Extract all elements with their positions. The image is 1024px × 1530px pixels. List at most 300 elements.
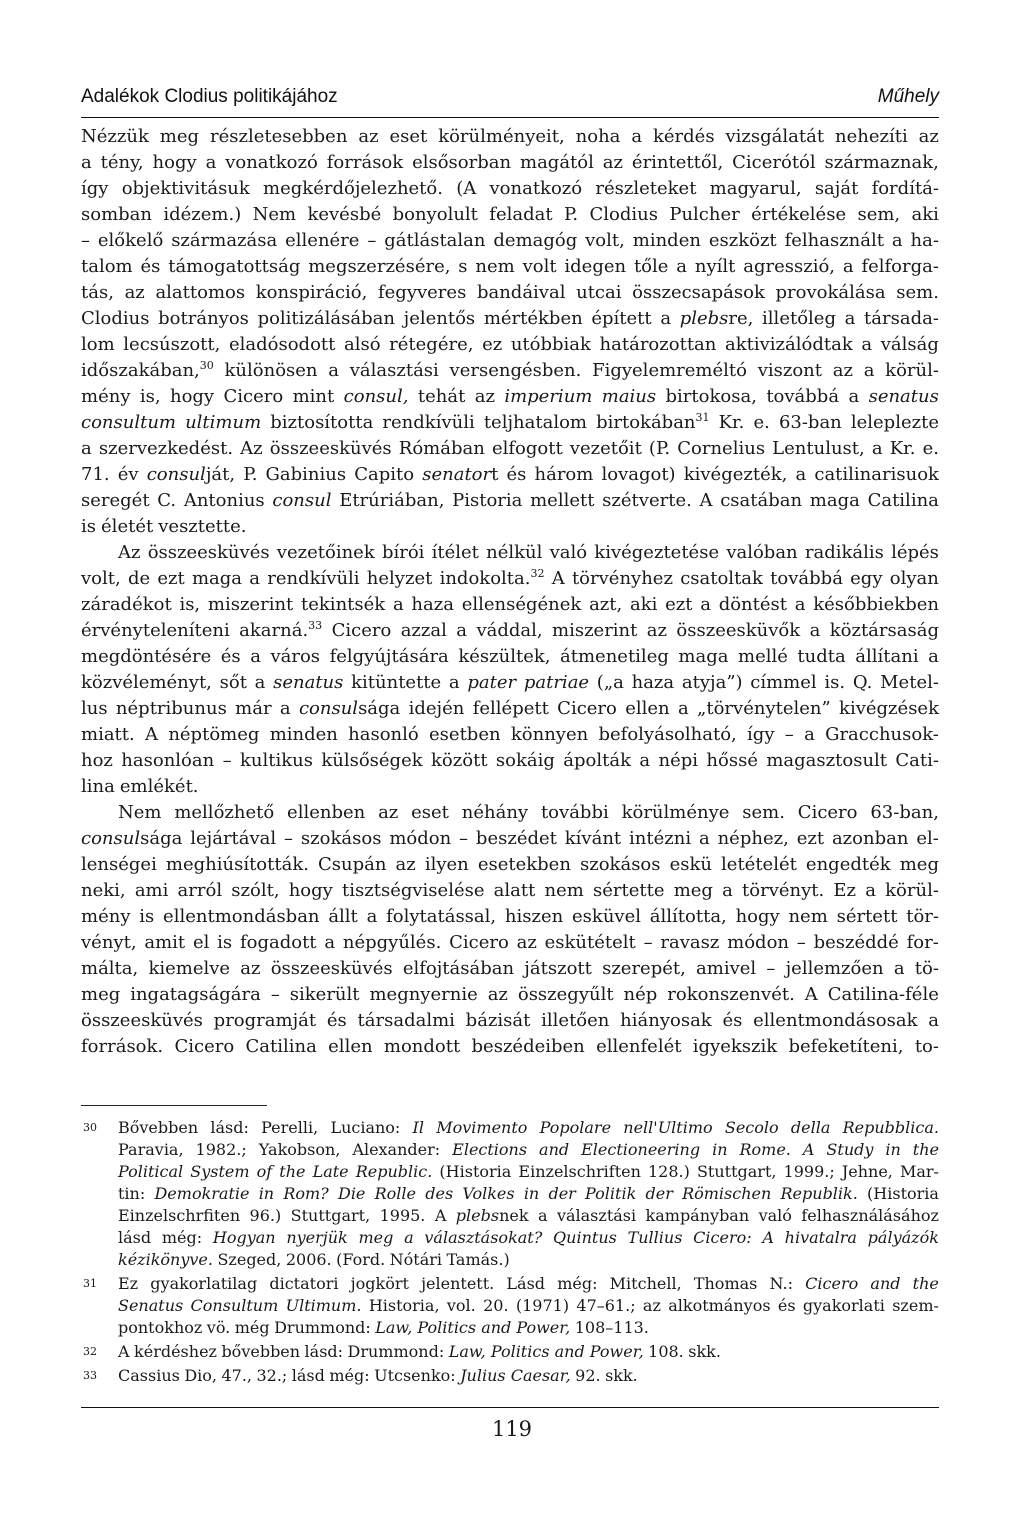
word: Kr. [889,438,916,459]
word-group [81,358,214,384]
word: Figyelemreméltó [592,360,747,381]
text-line [81,618,939,644]
word: – [643,932,653,953]
word: 20. [483,1296,509,1315]
word: továbbá [766,386,840,407]
word: nek [499,1206,529,1225]
footnote-ref[interactable]: 32 [530,567,545,580]
word: szétverte. [602,490,692,511]
word: meghiúsították. [165,854,309,875]
word: eladósodott [228,334,336,355]
word: bonyolult [392,204,478,225]
footnote-number: 32 [83,1345,97,1358]
word: társadalmi [357,1010,455,1031]
text-line [81,306,939,332]
word: alatt [493,880,536,901]
word: már [235,698,272,719]
word: the [912,1140,939,1159]
word: döntést [718,594,787,615]
word: fellépett [472,698,549,719]
word: Az [240,438,263,459]
word: C. [157,490,177,511]
text-line [81,1034,939,1060]
word: helyzet [366,568,433,589]
word: megnyernie [369,984,478,1005]
word: érvényteleníteni [81,620,230,641]
footnote-31 [81,1273,939,1339]
word: még: [329,1366,370,1385]
word: szerepét, [602,958,686,979]
word: tény, [100,152,144,173]
word: ápolták [563,750,632,771]
word: a [279,698,291,719]
text-line [81,176,939,202]
word: Utcsenko: [374,1366,456,1385]
word: vizsgálatát [725,126,825,147]
title: Julius Caesar, [460,1366,571,1385]
word: Cicerótól [732,152,816,173]
word: a [660,308,672,329]
footnote-rule [81,1105,267,1106]
word: el- [916,828,939,849]
word: programját [213,1010,317,1031]
word: az [378,802,399,823]
word: felgyújtására [329,646,449,667]
word: Republik. [780,1184,858,1203]
word: alsó [343,334,381,355]
word: Cicero [449,932,509,953]
word: (Historia [439,1162,512,1181]
word: valóban [726,542,798,563]
word: összeesküvés [270,958,393,979]
word: lovagot) [601,464,676,485]
footnote-number: 33 [83,1369,97,1382]
word: der [548,1184,576,1203]
word: ha- [910,230,939,251]
word: ezt [665,594,693,615]
word: így [81,178,109,199]
word: Hogyan [212,1228,276,1247]
word: elfojtásában [402,958,515,979]
word: Il [412,1118,424,1137]
word: a [809,620,821,641]
latin-term: imperium [504,386,593,407]
body-text [81,124,939,1060]
page-number: 119 [491,1417,533,1441]
word: értékelése [751,204,847,225]
title: Law, Politics and Power, [448,1342,644,1361]
text-line [81,774,939,800]
word: bandáival [476,282,566,303]
word: versengésben. [449,360,582,381]
word: Study [826,1140,874,1159]
text-line [81,436,939,462]
word: a [891,230,903,251]
word: az [395,854,416,875]
word: Politik [585,1184,637,1203]
word: záradékot [81,594,172,615]
word: magától [520,152,594,173]
word: ellenére [285,230,360,251]
word: a [631,126,643,147]
word: válság [880,334,939,355]
word: amit [144,932,186,953]
word: e. [753,412,770,433]
latin-term: senator [422,464,492,485]
footnote-line [118,1273,939,1295]
word-group [422,462,498,488]
word: részletesebben [209,126,348,147]
word: könnyen [510,724,589,745]
word: fegyveres [377,282,467,303]
word: származnak, [824,152,939,173]
word: törvényhez [571,568,673,589]
word: Thomas [693,1274,758,1293]
word: elsősorban [412,152,512,173]
footnote-line [118,1161,939,1183]
word: az [832,360,853,381]
word: Ez [118,1274,139,1293]
word: nehezíti [835,126,908,147]
word: „törvénytelen” [697,698,831,719]
word: a [795,464,807,485]
word: volt, [585,230,625,251]
footnote-line [118,1205,939,1227]
word: engedték [805,854,891,875]
word: a [700,594,711,615]
text-line [81,150,939,176]
word: Cicero [174,1036,235,1057]
word: szólt, [231,880,280,901]
word: Dio, [184,1366,217,1385]
word: hőssé [706,750,758,771]
word: de [127,568,151,589]
word: népgyűlés. [342,932,442,953]
word: neki, [81,880,126,901]
word: for- [906,932,939,953]
word: való [758,1206,792,1225]
word: vezetőit [569,438,642,459]
word: között [431,750,488,771]
word: nell'Ultimo [623,1118,713,1137]
word: Az [118,542,141,563]
word: sokáig [495,750,555,771]
word: Cicero [557,698,617,719]
word: és [506,464,527,485]
latin-term: pater [467,672,517,693]
word: így [747,724,775,745]
word: összeesküvők [676,620,801,641]
word: felhasználásához [801,1206,939,1225]
word: a [328,360,339,381]
word: pályázók [867,1228,939,1247]
word: esküvel [572,906,641,927]
word: botrányos [158,308,249,329]
text-line [81,878,939,904]
word: nyerjük [286,1228,348,1247]
word: is [217,932,233,953]
word: összegyűlt [517,984,614,1005]
word: a [392,594,404,615]
word: eset [411,802,449,823]
word: Cicero [223,386,284,407]
word: lásd: [304,1342,344,1361]
word: Elections [452,1140,528,1159]
word: az [646,620,668,641]
word: haza [411,594,454,615]
word: Clodius [589,204,658,225]
text-line [81,904,939,930]
word: saját [814,178,859,199]
word: rendkívüli [382,412,475,433]
word: mint [292,386,335,407]
footnote-number: 31 [83,1277,97,1290]
word: átmenetileg [560,646,669,667]
word: Cicero: [693,1228,752,1247]
word: nem [475,256,515,277]
word: (A [456,178,477,199]
bottom-rule [81,1407,939,1408]
word: arról [177,880,223,901]
word: jelentős [403,308,476,329]
word: volt, [81,568,121,589]
word: illetőleg [762,308,836,329]
word: 96.) [249,1206,282,1225]
word: Late [312,1162,349,1181]
word: Jehne, [841,1162,893,1181]
word: Catilina-féle [827,984,939,1005]
footnote-line [118,1365,939,1387]
word: des [425,1184,454,1203]
word: a [404,1228,414,1247]
word: a [249,568,261,589]
footnote-line [118,1117,939,1139]
word: a [366,906,378,927]
word: tudta [797,646,846,667]
footnote-ref[interactable]: 30 [199,359,214,372]
word: néphez, [717,828,789,849]
word: lus [81,698,108,719]
word: Tamás.) [446,1250,510,1269]
word: ellen [625,698,670,719]
word-group [147,462,235,488]
word: társada- [864,308,939,329]
word: életét [101,516,154,537]
text-line [81,800,939,826]
word: is [81,516,96,537]
word: maga [191,568,243,589]
word: források. [81,1036,164,1057]
word: Rómában [398,438,485,459]
latin-term: maius [601,386,657,407]
word: a [677,698,689,719]
word: 71. [81,464,110,485]
word: Szeged, [217,1250,282,1269]
word-group [456,1205,529,1227]
word: t [491,464,499,485]
word: az [516,932,537,953]
word: somban [81,204,152,225]
text-line [81,696,939,722]
word: választási [349,360,439,381]
word: Einzelschrfiten [118,1206,241,1225]
word: skk. [605,1366,638,1385]
text-line [81,1008,939,1034]
word: lom [81,334,115,355]
word: a [844,308,856,329]
word: Popolare [539,1118,612,1137]
word: talom [81,256,133,277]
footnote-33 [81,1365,939,1387]
word: előkelő [97,230,164,251]
word: az [240,958,261,979]
word: nép [623,984,658,1005]
word: sértette [593,880,665,901]
word: Senatus [118,1296,184,1315]
word: tisztségviselése [342,880,485,901]
word: Cicero [805,1274,859,1293]
word: miszerint [207,594,294,615]
word: Demokratie [154,1184,250,1203]
word: eskütételt [544,932,636,953]
word: seregét [81,490,150,511]
text-line [81,670,939,696]
word: források [326,152,404,173]
word: mény [81,906,131,927]
word: vonatkozó [489,178,583,199]
word: mellé [738,646,788,667]
word: és [777,1296,796,1315]
word: atyja”) [681,672,743,693]
text-line [81,748,939,774]
word: der [645,1184,673,1203]
word: beszéddé [813,932,899,953]
word: mellőzhető [174,802,275,823]
word: maga [809,490,860,511]
word: objektivitásuk [121,178,250,199]
word: kivégzések [839,698,939,719]
word: érintettől, [631,152,724,173]
latin-term: consul [81,828,141,849]
word: maga [678,646,729,667]
word: esetben [429,724,501,745]
word: ezt [157,568,185,589]
word: Einzelschriften [518,1162,641,1181]
word: vezetőinek [276,542,375,563]
word: köztársaság [829,620,939,641]
word: jogkört [350,1274,409,1293]
footnote-ref[interactable]: 31 [695,411,710,424]
word: feladat [489,204,553,225]
footnote-line [118,1295,939,1317]
word: az [487,984,508,1005]
word: határozottan [599,334,717,355]
word: Electioneering [581,1140,701,1159]
word: csatában [720,490,803,511]
word: gyakorlatilag [150,1274,258,1293]
word: is. [824,672,846,693]
footnote-line [118,1249,939,1271]
word: tö- [914,958,939,979]
word: összecsapások [632,282,765,303]
word: Yakobson, [258,1140,341,1159]
word: még [234,1318,270,1337]
word: – [270,984,280,1005]
word: tin: [118,1184,146,1203]
word: Pistoria [452,490,523,511]
word: módon [727,932,789,953]
word: a [537,1206,548,1225]
word: későbbiekben [813,594,939,615]
word: lásd: [210,1118,249,1137]
word: utcai [576,282,622,303]
word: emlékét. [119,776,199,797]
word: azt, [589,594,623,615]
word: ilyen [424,854,469,875]
footnote-line [118,1183,939,1205]
word: ingatagságára [130,984,261,1005]
word: választási [556,1206,637,1225]
word: aki [911,204,939,225]
header-rule [81,117,939,118]
word: Ultimum. [285,1296,362,1315]
word: Etrúriában, [339,490,445,511]
word: minden [632,230,701,251]
word: a [324,932,336,953]
word: is [139,906,155,927]
word: Cati- [895,750,939,771]
word: radikális [804,542,884,563]
word: a [804,724,815,745]
text-line [81,956,939,982]
word: Römischen [682,1184,772,1203]
word: della [790,1118,831,1137]
footnote-line [118,1317,939,1339]
word: körülménye [621,802,730,823]
word: népi [658,750,699,771]
word: 1995. [379,1206,426,1225]
latin-term: patriae [523,672,590,693]
word: néhány [461,802,529,823]
word: Nem [252,204,297,225]
latin-term: consul [272,490,332,511]
word: alattomos [155,282,246,303]
word: ellen [328,1036,373,1057]
word: – [459,828,469,849]
word: sem. [742,802,785,823]
word: mondott [383,1036,461,1057]
word: – [367,230,377,251]
word-group [596,410,709,436]
word: A [434,1206,447,1225]
word: sága [358,698,401,719]
word: Secolo [724,1118,779,1137]
word: Antonius [183,490,265,511]
word: kérdéshez [134,1342,217,1361]
footnote-line [118,1341,939,1363]
word: gátlástalan [384,230,486,251]
word: a [676,256,688,277]
footnote-ref[interactable]: 33 [308,619,323,632]
word: agresszió, [743,256,836,277]
word: konspiráció, [255,282,368,303]
word: törvényt. [742,880,825,901]
word: hoz [81,750,113,771]
word: Kr. [718,412,745,433]
word: sem, [857,204,901,225]
word: in [712,1140,728,1159]
word: Tullius [627,1228,683,1247]
